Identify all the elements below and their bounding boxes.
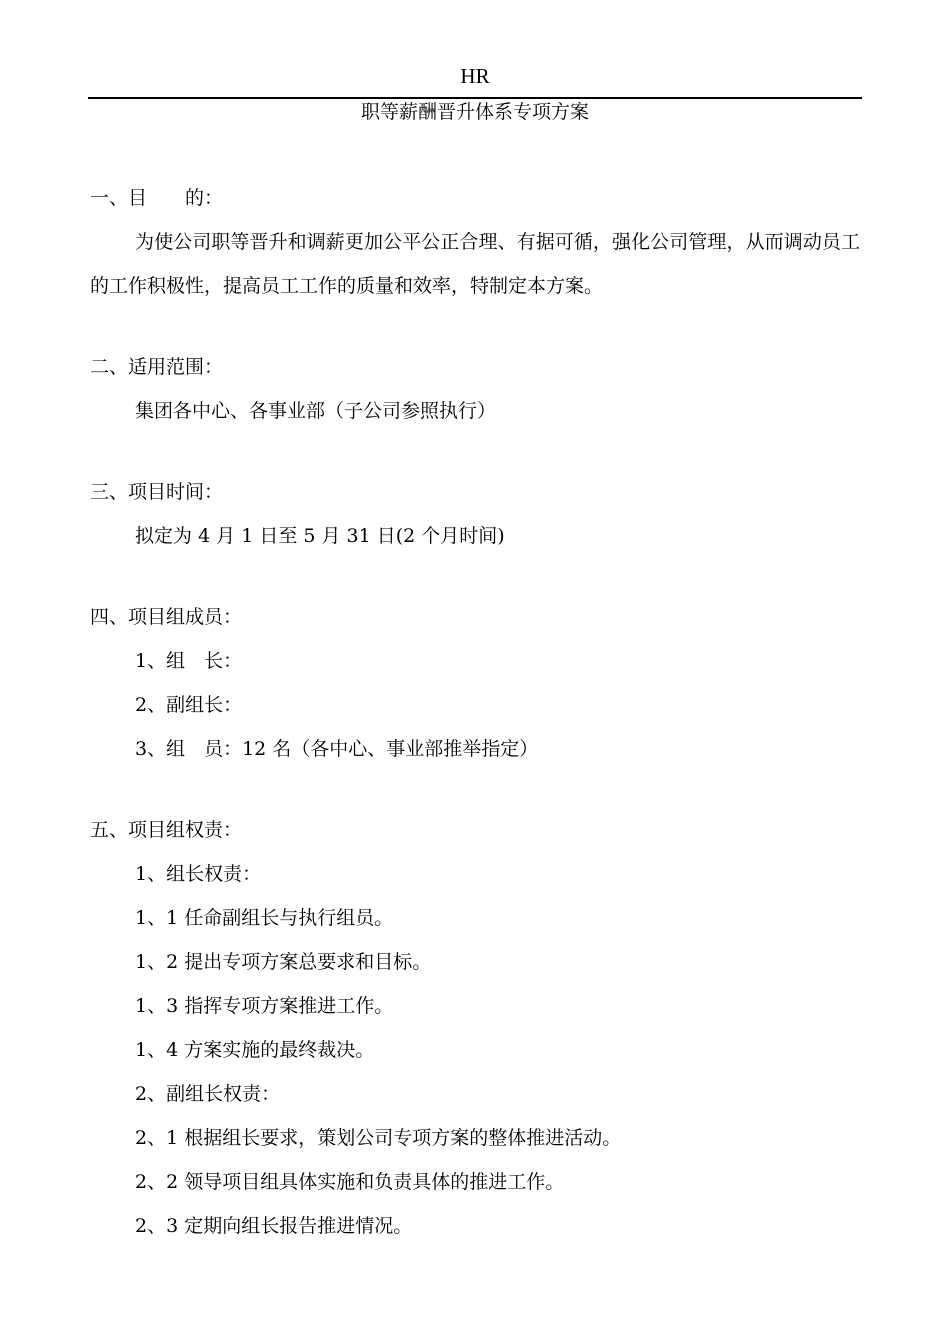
list-item: 3、组 员：12 名（各中心、事业部推举指定） [135,738,539,760]
list-item: 1、3 指挥专项方案推进工作。 [135,995,394,1017]
list-item: 2、2 领导项目组具体实施和负责具体的推进工作。 [135,1171,565,1193]
section-heading-responsibilities: 五、项目组权责： [90,819,243,841]
list-item: 2、3 定期向组长报告推进情况。 [135,1215,413,1237]
page-header-label: HR [460,64,490,88]
list-item: 2、副组长： [135,694,243,716]
list-item: 1、组 长： [135,650,243,672]
list-item: 1、4 方案实施的最终裁决。 [135,1039,375,1061]
section-text-timeline: 拟定为 4 月 1 日至 5 月 31 日(2 个月时间) [135,525,505,547]
section-heading-scope: 二、适用范围： [90,356,224,378]
list-item: 1、1 任命副组长与执行组员。 [135,907,394,929]
section-heading-members: 四、项目组成员： [90,606,243,628]
list-item: 2、副组长权责： [135,1083,281,1105]
list-item: 1、组长权责： [135,863,262,885]
section-heading-timeline: 三、项目时间： [90,481,224,503]
document-body [90,176,860,1248]
section-text-scope: 集团各中心、各事业部（子公司参照执行） [135,400,497,422]
list-item: 2、1 根据组长要求，策划公司专项方案的整体推进活动。 [135,1127,622,1149]
section-heading-purpose: 一、目 的： [90,187,224,209]
list-item: 1、2 提出专项方案总要求和目标。 [135,951,432,973]
section-text-purpose: 为使公司职等晋升和调薪更加公平公正合理、有据可循，强化公司管理，从而调动员工的工作积极性，提高员工工作的质量和效率，特制定本方案。 [90,231,860,297]
document-title: 职等薪酬晋升体系专项方案 [360,101,589,123]
